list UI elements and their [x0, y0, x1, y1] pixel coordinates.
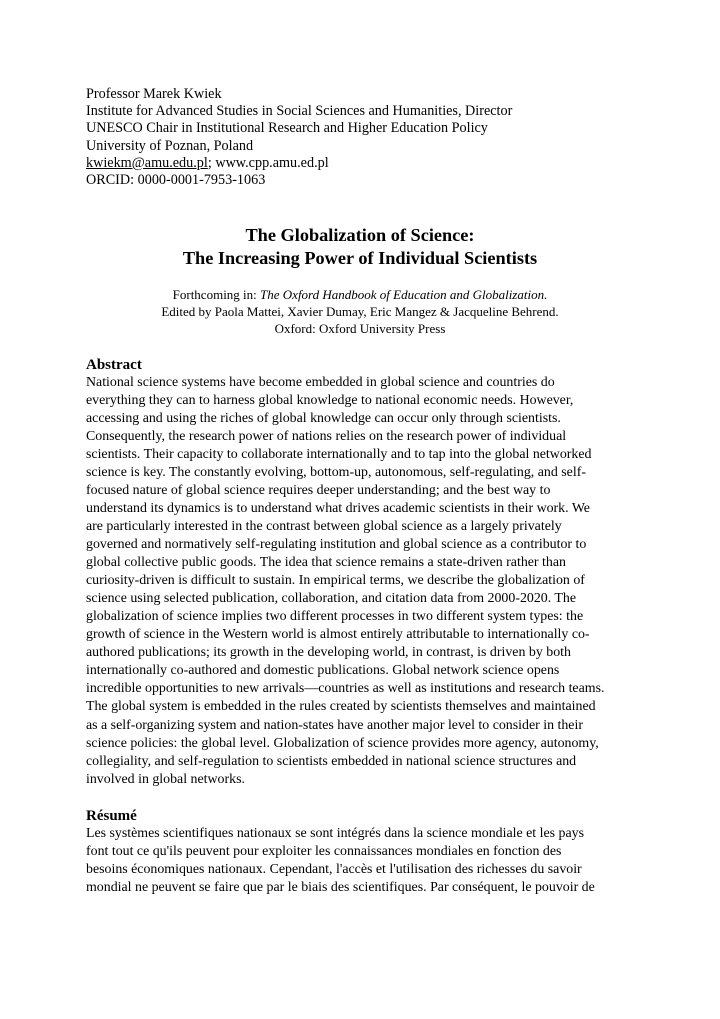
author-block: [86, 86, 634, 189]
abstract-line: are particularly interested in the contrast between global science as a largely privately: [86, 518, 562, 534]
abstract-line: everything they can to harness global knowledge to national economic needs. However,: [86, 392, 574, 408]
abstract-line: incredible opportunities to new arrivals—countries as well as institutions and research teams.: [86, 681, 605, 697]
email-link[interactable]: kwiekm@amu.edu.pl: [86, 154, 208, 171]
publisher-line: Oxford: Oxford University Press: [274, 320, 446, 336]
abstract-line: scientists. Their capacity to collaborate internationally and to tap into the global networked: [86, 446, 592, 462]
abstract-line: collegiality, and self-regulation to scientists embedded in national science structures and: [86, 753, 577, 769]
title-line-1: The Globalization of Science:: [245, 225, 475, 246]
resume-heading: Résumé: [86, 807, 137, 824]
abstract-line: science using selected publication, collaboration, and citation data from 2000-2020. The: [86, 591, 577, 607]
abstract-line: National science systems have become embedded in global science and countries do: [86, 374, 555, 390]
unesco-chair-affiliation: UNESCO Chair in Institutional Research and Higher Education Policy: [86, 120, 488, 137]
abstract-line: focused nature of global science requires deeper understanding; and the best way to: [86, 482, 551, 498]
abstract-line: Consequently, the research power of nations relies on the research power of individual: [86, 428, 567, 444]
forthcoming-prefix: Forthcoming in:: [172, 287, 261, 303]
resume-section: [86, 807, 634, 897]
abstract-line: curiosity-driven is difficult to sustain. In empirical terms, we describe the globalization of: [86, 573, 585, 589]
abstract-line: authored publications; its growth in the developing world, in contrast, is driven by both: [86, 645, 571, 661]
paper-page: [86, 86, 634, 897]
abstract-line: The global system is embedded in the rules created by scientists themselves and maintained: [86, 699, 596, 715]
title-line-2: The Increasing Power of Individual Scientists: [182, 248, 538, 269]
abstract-line: involved in global networks.: [86, 771, 245, 787]
abstract-section: [86, 356, 634, 789]
website-text: ; www.cpp.amu.ed.pl: [207, 154, 329, 171]
publication-info: [86, 287, 634, 337]
abstract-line: understand its dynamics is to understand what drives academic scientists in their work. We: [86, 500, 590, 516]
institute-affiliation: Institute for Advanced Studies in Social Sciences and Humanities, Director: [86, 103, 513, 120]
contact-line: [86, 155, 634, 172]
abstract-line: global collective public goods. The idea that science remains a state-driven rather than: [86, 555, 566, 571]
paper-title: [86, 224, 634, 270]
resume-line: mondial ne peuvent se faire que par le biais des scientifiques. Par conséquent, le pouvoir de: [86, 879, 595, 895]
abstract-line: growth of science in the Western world is almost entirely attributable to internationally co-: [86, 627, 590, 643]
resume-line: font tout ce qu'ils peuvent pour exploiter les connaissances mondiales en fonction des: [86, 843, 562, 859]
resume-body: [86, 825, 634, 897]
orcid-line: ORCID: 0000-0001-7953-1063: [86, 172, 266, 189]
abstract-line: accessing and using the riches of global knowledge can occur only through scientists.: [86, 410, 561, 426]
handbook-title: The Oxford Handbook of Education and Globalization.: [260, 287, 548, 303]
forthcoming-line: [86, 287, 634, 304]
resume-line: Les systèmes scientifiques nationaux se sont intégrés dans la science mondiale et les pays: [86, 825, 585, 841]
abstract-line: science is key. The constantly evolving, bottom-up, autonomous, self-regulating, and self-: [86, 464, 586, 480]
abstract-line: science policies: the global level. Globalization of science provides more agency, autonomy,: [86, 735, 599, 751]
abstract-body: [86, 374, 634, 789]
resume-line: besoins économiques nationaux. Cependant, l'accès et l'utilisation des richesses du savoir: [86, 861, 582, 877]
abstract-line: internationally co-authored and domestic publications. Global network science opens: [86, 663, 560, 679]
abstract-heading: Abstract: [86, 356, 142, 373]
abstract-line: as a self-organizing system and nation-states have another major level to consider in their: [86, 717, 583, 733]
abstract-line: governed and normatively self-regulating institution and global science as a contributor to: [86, 537, 587, 553]
abstract-line: globalization of science implies two different processes in two different system types: the: [86, 609, 584, 625]
university-affiliation: University of Poznan, Poland: [86, 137, 254, 154]
author-name: Professor Marek Kwiek: [86, 86, 222, 102]
editors-line: Edited by Paola Mattei, Xavier Dumay, Eric Mangez & Jacqueline Behrend.: [161, 304, 559, 320]
